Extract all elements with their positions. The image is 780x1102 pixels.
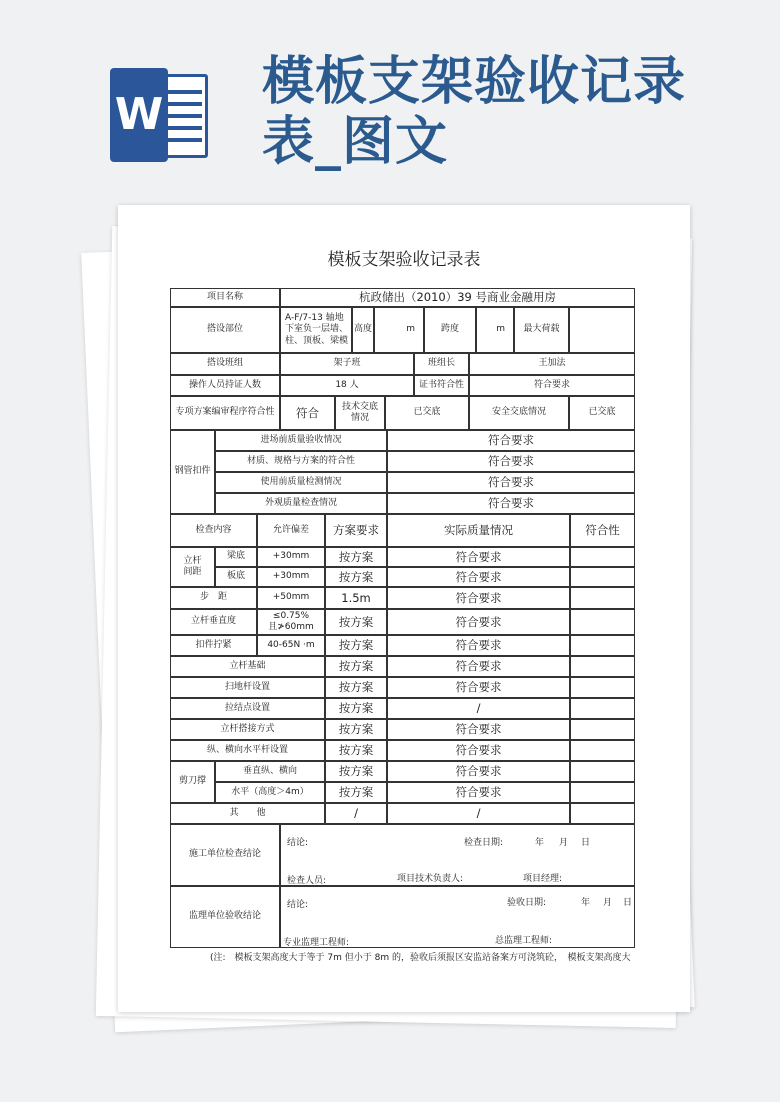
steel-item-name: 进场前质量验收情况 [215,430,387,451]
verticality-actual: 符合要求 [387,609,570,635]
inspection-row-actual: 符合要求 [387,677,570,698]
bracing-label: 剪刀撑 [170,761,215,803]
slab-bottom-conformity [570,567,635,587]
tech-disclosure-value: 已交底 [385,396,469,430]
bracing-horizontal-conformity [570,782,635,803]
page-header [0,0,780,200]
fastener-name: 扣件拧紧 [170,635,257,656]
inspection-row-name: 扫地杆设置 [170,677,325,698]
bracing-horizontal-scheme: 按方案 [325,782,387,803]
height-label: 高度 [352,307,374,353]
supervising-engineer-label: 专业监理工程师: [283,938,350,948]
other-conformity [570,803,635,824]
cert-label: 证书符合性 [414,375,469,396]
actual-quality-header: 实际质量情况 [387,514,570,547]
bracing-vertical-scheme: 按方案 [325,761,387,782]
inspector-label: 检查人员: [287,876,327,886]
conformity-header: 符合性 [570,514,635,547]
inspection-row-scheme: 按方案 [325,719,387,740]
supervision-month: 月 [603,898,613,908]
bracing-vertical-conformity [570,761,635,782]
steel-item-result: 符合要求 [387,493,635,514]
bracing-horizontal-name: 水平（高度＞4m） [215,782,325,803]
max-load-value [569,307,635,353]
steel-item-name: 材质、规格与方案的符合性 [215,451,387,472]
step-conformity [570,587,635,609]
other-name: 其 他 [170,803,325,824]
construction-year: 年 [535,838,545,848]
beam-bottom-actual: 符合要求 [387,547,570,567]
chief-supervisor-label: 总监理工程师: [495,936,553,946]
inspection-row-scheme: 按方案 [325,698,387,719]
beam-bottom-tolerance: +30mm [257,547,325,567]
safety-disclosure-label: 安全交底情况 [469,396,569,430]
inspection-row-actual: 符合要求 [387,740,570,761]
project-manager-label: 项目经理: [523,874,563,884]
inspection-row-actual: / [387,698,570,719]
location-value: A-F/7-13 轴地下室负一层墙、柱、顶板、梁模 [280,307,352,353]
step-tolerance: +50mm [257,587,325,609]
document-page [118,205,690,1012]
bracing-vertical-name: 垂直纵、横向 [215,761,325,782]
workers-label: 操作人员持证人数 [170,375,280,396]
scheme-value: 符合 [280,396,335,430]
inspection-row-conformity [570,719,635,740]
beam-bottom-scheme: 按方案 [325,547,387,567]
inspection-row-name: 纵、横向水平杆设置 [170,740,325,761]
inspection-row-conformity [570,677,635,698]
slab-bottom-tolerance: +30mm [257,567,325,587]
inspection-row-name: 拉结点设置 [170,698,325,719]
construction-conclusion-field: 结论: [287,838,309,848]
other-actual: / [387,803,570,824]
slab-bottom-actual: 符合要求 [387,567,570,587]
inspection-row-conformity [570,698,635,719]
supervision-conclusion-field: 结论: [287,900,309,910]
verticality-tolerance: ≤0.75% 且≯60mm [257,609,325,635]
safety-disclosure-value: 已交底 [569,396,635,430]
steel-item-name: 使用前质量检测情况 [215,472,387,493]
tech-lead-label: 项目技术负责人: [397,874,464,884]
fastener-scheme: 按方案 [325,635,387,656]
construction-day: 日 [581,838,591,848]
other-scheme: / [325,803,387,824]
inspection-form [171,289,636,948]
inspection-content-header: 检查内容 [170,514,257,547]
project-name-label: 项目名称 [170,288,280,307]
project-name-value: 杭政储出（2010）39 号商业金融用房 [280,288,635,307]
beam-bottom-name: 梁底 [215,547,257,567]
tech-disclosure-label: 技术交底情况 [335,396,385,430]
document-title: 模板支架验收记录表 [327,250,481,270]
step-scheme: 1.5m [325,587,387,609]
inspection-row-scheme: 按方案 [325,740,387,761]
steel-item-result: 符合要求 [387,472,635,493]
fastener-conformity [570,635,635,656]
height-unit: m [374,307,424,353]
verticality-scheme: 按方案 [325,609,387,635]
span-label: 跨度 [424,307,476,353]
steel-item-result: 符合要求 [387,451,635,472]
fastener-tolerance: 40-65N ·m [257,635,325,656]
inspection-row-conformity [570,656,635,677]
location-label: 搭设部位 [170,307,280,353]
workers-value: 18 人 [280,375,414,396]
bracing-horizontal-actual: 符合要求 [387,782,570,803]
team-leader-label: 班组长 [414,353,469,375]
supervision-year: 年 [581,898,591,908]
max-load-label: 最大荷载 [514,307,569,353]
scheme-requirement-header: 方案要求 [325,514,387,547]
team-value: 架子班 [280,353,414,375]
cert-value: 符合要求 [469,375,635,396]
steel-fastener-label: 钢管扣件 [170,430,215,514]
construction-conclusion-label: 施工单位检查结论 [170,824,280,886]
supervision-conclusion-label: 监理单位验收结论 [170,886,280,948]
inspection-row-actual: 符合要求 [387,656,570,677]
inspection-row-name: 立杆基础 [170,656,325,677]
word-document-icon [110,68,208,162]
construction-date-label: 检查日期: [464,838,504,848]
step-name: 步 距 [170,587,257,609]
construction-month: 月 [559,838,569,848]
inspection-row-scheme: 按方案 [325,656,387,677]
supervision-date-label: 验收日期: [507,898,547,908]
scheme-label: 专项方案编审程序符合性 [170,396,280,430]
verticality-conformity [570,609,635,635]
span-unit: m [476,307,514,353]
page-title: 模板支架验收记录表_图文 [262,52,687,172]
team-leader-value: 王加法 [469,353,635,375]
pole-spacing-label: 立杆间距 [170,547,215,587]
steel-item-result: 符合要求 [387,430,635,451]
inspection-row-scheme: 按方案 [325,677,387,698]
slab-bottom-scheme: 按方案 [325,567,387,587]
supervision-day: 日 [623,898,633,908]
team-label: 搭设班组 [170,353,280,375]
beam-bottom-conformity [570,547,635,567]
footnote: (注: 模板支架高度大于等于 7m 但小于 8m 的，验收后须报区安监站备案方可浇筑砼， 模板支架高度大 [210,953,631,963]
step-actual: 符合要求 [387,587,570,609]
verticality-name: 立杆垂直度 [170,609,257,635]
inspection-row-actual: 符合要求 [387,719,570,740]
inspection-row-name: 立杆搭接方式 [170,719,325,740]
inspection-row-conformity [570,740,635,761]
word-letter-badge: W [110,68,168,162]
bracing-vertical-actual: 符合要求 [387,761,570,782]
slab-bottom-name: 板底 [215,567,257,587]
tolerance-header: 允许偏差 [257,514,325,547]
fastener-actual: 符合要求 [387,635,570,656]
steel-item-name: 外观质量检查情况 [215,493,387,514]
